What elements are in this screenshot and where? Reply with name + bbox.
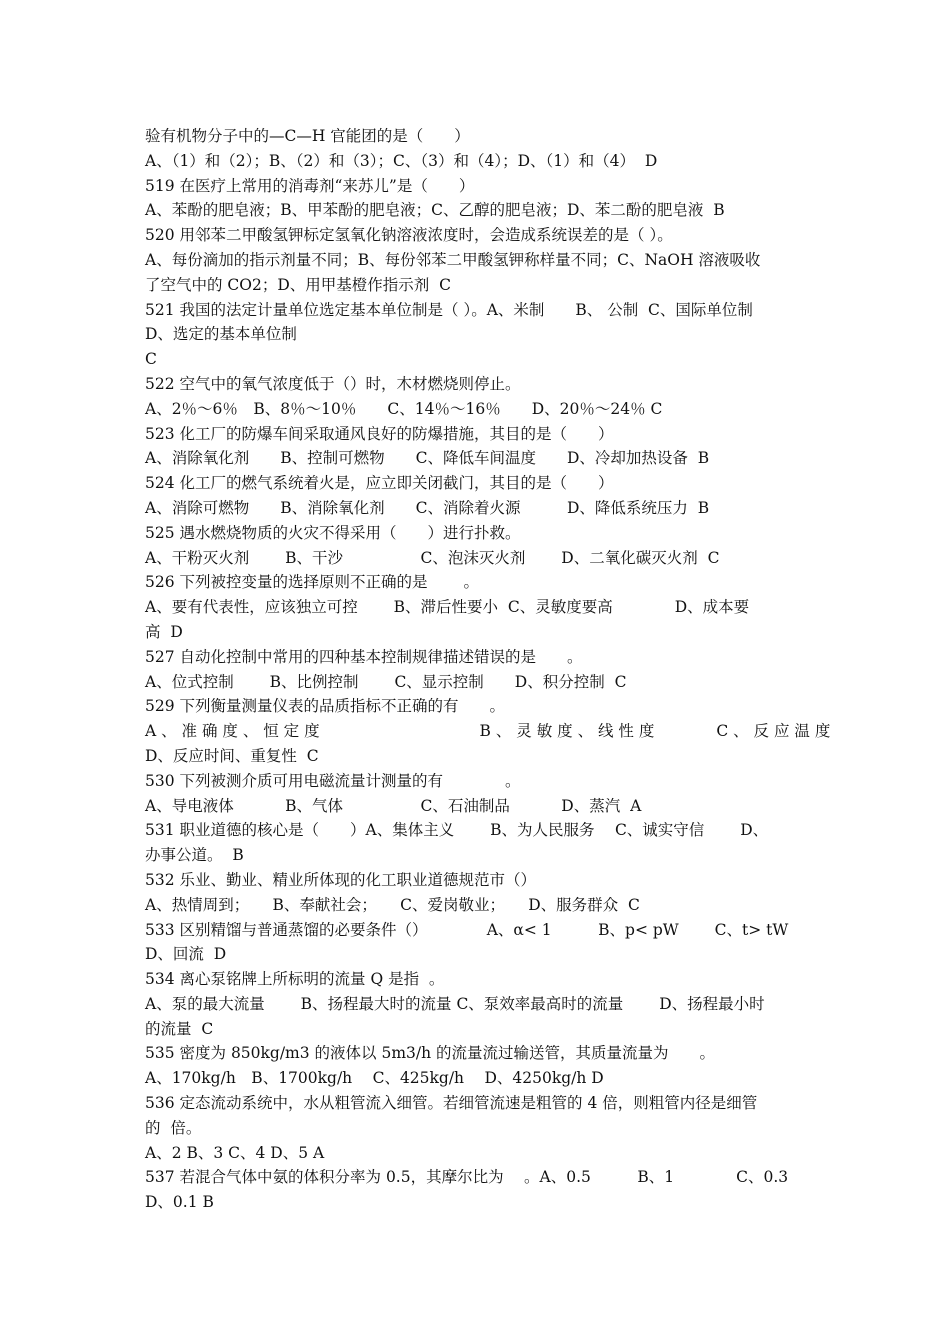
text-line: 525 遇水燃烧物质的火灾不得采用（ ）进行扑救。 xyxy=(145,523,521,542)
text-line: 532 乐业、勤业、精业所体现的化工职业道德规范市（） xyxy=(145,870,537,889)
text-line: 的 倍。 xyxy=(145,1118,202,1137)
text-line: D、0.1 B xyxy=(145,1193,214,1212)
text-line: D、选定的基本单位制 xyxy=(145,325,297,344)
text-line: 526 下列被控变量的选择原则不正确的是 。 xyxy=(145,573,479,592)
text-line: 529 下列衡量测量仪表的品质指标不正确的有 。 xyxy=(145,697,506,716)
text-line: A、热情周到； B、奉献社会； C、爱岗敬业； D、服务群众 C xyxy=(145,895,640,914)
text-line: C xyxy=(145,350,157,369)
text-line: A、泵的最大流量 B、扬程最大时的流量 C、泵效率最高时的流量 D、扬程最小时 xyxy=(145,994,765,1013)
text-line: A、导电液体 B、气体 C、石油制品 D、蒸汽 A xyxy=(145,796,642,815)
text-line: 534 离心泵铭牌上所标明的流量 Q 是指 。 xyxy=(145,970,445,989)
document-page xyxy=(145,124,831,1215)
text-line: 524 化工厂的燃气系统着火是，应立即关闭截门，其目的是（ ） xyxy=(145,474,614,493)
text-line: 520 用邻苯二甲酸氢钾标定氢氧化钠溶液浓度时，会造成系统误差的是（ ）。 xyxy=(145,226,673,245)
text-line: 523 化工厂的防爆车间采取通风良好的防爆措施，其目的是（ ） xyxy=(145,424,614,443)
text-line: 521 我国的法定计量单位选定基本单位制是（ ）。A、米制 B、 公制 C、国际单位制 xyxy=(145,300,753,319)
text-line: 537 若混合气体中氨的体积分率为 0.5，其摩尔比为 。A、0.5 B、1 C、0.3 xyxy=(145,1168,789,1187)
text-line: 531 职业道德的核心是（ ）A、集体主义 B、为人民服务 C、诚实守信 D、 xyxy=(145,821,769,840)
text-line: 530 下列被测介质可用电磁流量计测量的有 。 xyxy=(145,771,521,790)
text-line: D、回流 D xyxy=(145,945,227,964)
text-line: A、2％～6％ B、8％～10％ C、14％～16％ D、20％～24％ C xyxy=(145,399,663,418)
text-line: A、干粉灭火剂 B、干沙 C、泡沫灭火剂 D、二氧化碳灭火剂 C xyxy=(145,548,720,567)
text-line: 了空气中的 CO2；D、用甲基橙作指示剂 C xyxy=(145,275,451,294)
text-line: A、苯酚的肥皂液；B、甲苯酚的肥皂液；C、乙醇的肥皂液；D、苯二酚的肥皂液 B xyxy=(145,201,725,220)
text-line: A、2 B、3 C、4 D、5 A xyxy=(145,1143,325,1162)
text-line: 验有机物分子中的—C—H 官能团的是（ ） xyxy=(145,127,470,145)
text-line: A、消除氧化剂 B、控制可燃物 C、降低车间温度 D、冷却加热设备 B xyxy=(145,449,710,468)
text-line: 522 空气中的氧气浓度低于（）时，木材燃烧则停止。 xyxy=(145,374,521,393)
text-line: D、反应时间、重复性 C xyxy=(145,746,319,765)
text-line: A、消除可燃物 B、消除氧化剂 C、消除着火源 D、降低系统压力 B xyxy=(145,498,710,517)
text-line: 527 自动化控制中常用的四种基本控制规律描述错误的是 。 xyxy=(145,647,583,666)
text-line: 办事公道。 B xyxy=(145,846,244,865)
text-line: A、（1）和（2）；B、（2）和（3）；C、（3）和（4）；D、（1）和（4） D xyxy=(145,151,658,170)
text-line: 的流量 C xyxy=(145,1019,214,1038)
text-line: A 、 准 确 度 、 恒 定 度 B 、 灵 敏 度 、 线 性 度 C 、 反 应 温 度 xyxy=(145,722,831,741)
text-line: A、位式控制 B、比例控制 C、显示控制 D、积分控制 C xyxy=(145,672,627,691)
text-line: 高 D xyxy=(145,622,183,641)
text-line: 535 密度为 850kg/m3 的液体以 5m3/h 的流量流过输送管，其质量流量为 。 xyxy=(145,1044,716,1063)
text-line: A、要有代表性，应该独立可控 B、滞后性要小 C、灵敏度要高 D、成本要 xyxy=(145,598,750,617)
text-line: 536 定态流动系统中，水从粗管流入细管。若细管流速是粗管的 4 倍，则粗管内径是细管 xyxy=(145,1094,758,1113)
text-line: 519 在医疗上常用的消毒剂“来苏儿”是（ ） xyxy=(145,176,475,195)
text-line: 533 区别精馏与普通蒸馏的必要条件（） A、α< 1 B、p< pW C、t> tW xyxy=(145,920,789,939)
text-line: A、每份滴加的指示剂量不同；B、每份邻苯二甲酸氢钾称样量不同；C、NaOH 溶液吸收 xyxy=(145,250,761,269)
text-line: A、170kg/h B、1700kg/h C、425kg/h D、4250kg/h D xyxy=(145,1069,604,1088)
